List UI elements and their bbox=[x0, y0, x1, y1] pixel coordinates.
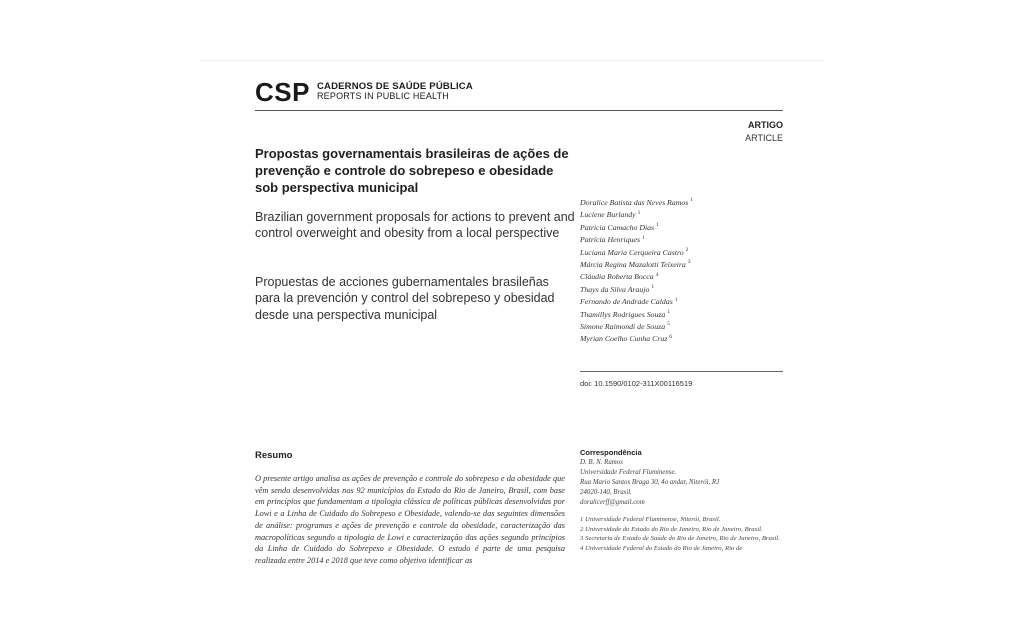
author-name: Patrícia Henriques bbox=[580, 235, 640, 245]
title-spanish: Propuestas de acciones gubernamentales brasileñas para la prevención y control del sobrepeso y obesidad desde una perspectiva municipal bbox=[255, 275, 555, 322]
correspondence-email[interactable]: doralicerff@gmail.com bbox=[580, 499, 645, 506]
author-item[interactable] bbox=[580, 222, 785, 234]
author-item[interactable] bbox=[580, 209, 785, 221]
affiliation-item: 3 Secretaria de Estado de Saúde do Rio de Janeiro, Rio de Janeiro, Brasil. bbox=[580, 535, 780, 543]
author-name: Luciene Burlandy bbox=[580, 210, 636, 220]
affiliation-item: 4 Universidade Federal do Estado do Rio de Janeiro, Rio de bbox=[580, 544, 743, 552]
author-name: Doralice Batista das Neves Ramos bbox=[580, 198, 689, 207]
author-item[interactable] bbox=[580, 259, 785, 271]
author-item[interactable] bbox=[580, 197, 785, 209]
author-name: Thays da Silva Araujo bbox=[580, 284, 650, 294]
author-affiliation-ref: 1 bbox=[674, 296, 678, 303]
journal-name-pt: CADERNOS DE SAÚDE PÚBLICA bbox=[316, 80, 473, 92]
author-item[interactable] bbox=[580, 309, 785, 321]
author-affiliation-ref: 2 bbox=[685, 247, 689, 254]
header-divider bbox=[255, 110, 783, 111]
author-name: Márcia Regina Mazalotti Teixeira bbox=[580, 260, 686, 270]
author-item[interactable] bbox=[580, 333, 785, 345]
author-name: Thamillys Rodrigues Souza bbox=[580, 309, 666, 319]
author-affiliation-ref: 1 bbox=[651, 284, 655, 291]
author-name: Patricia Camacho Dias bbox=[580, 222, 655, 232]
author-affiliation-ref: 5 bbox=[667, 321, 670, 328]
author-name: Luciana Maria Cerqueira Castro bbox=[580, 247, 684, 257]
spacer bbox=[580, 508, 780, 516]
correspondence-block bbox=[580, 448, 780, 554]
author-list bbox=[580, 197, 785, 346]
author-affiliation-ref: 1 bbox=[641, 234, 645, 241]
author-item[interactable] bbox=[580, 296, 785, 308]
authors-divider bbox=[580, 371, 783, 372]
article-page bbox=[200, 60, 824, 581]
author-item[interactable] bbox=[580, 247, 785, 259]
author-name: Simone Raimondi de Souza bbox=[580, 322, 666, 332]
author-item[interactable] bbox=[580, 234, 785, 246]
author-item[interactable] bbox=[580, 321, 785, 333]
doi-link[interactable]: doi: 10.1590/0102-311X00116519 bbox=[580, 379, 693, 388]
author-item[interactable] bbox=[580, 271, 785, 283]
journal-acronym: CSP bbox=[255, 77, 310, 107]
article-type bbox=[745, 119, 783, 144]
affiliation-item: 2 Universidade do Estado do Rio de Janeiro, Rio de Janeiro, Brasil. bbox=[580, 525, 763, 533]
title-portuguese: Propostas governamentais brasileiras de ações de prevenção e controle do sobrepeso e obesidade sob perspectiva municipal bbox=[255, 146, 569, 195]
journal-logo[interactable] bbox=[255, 79, 473, 105]
author-affiliation-ref: 4 bbox=[655, 271, 659, 278]
author-item[interactable] bbox=[580, 284, 785, 296]
article-type-pt: ARTIGO bbox=[748, 120, 783, 130]
author-name: Fernando de Andrade Caldas bbox=[580, 297, 673, 307]
author-affiliation-ref: 1 bbox=[690, 197, 694, 204]
author-affiliation-ref: 1 bbox=[656, 222, 659, 229]
correspondence-heading: Correspondência bbox=[580, 448, 642, 457]
abstract-text: O presente artigo analisa as ações de prevenção e controle do sobrepeso e da obesidade que vêm sendo desenvolvidas nos 92 municípios do Estado do Rio de Janeiro, Brasil, com base em princípios que fundamentam a tipologia clássica de políticas públicas desenvolvidas por Lowi e a Linha de Cuidado do Sobrepeso e Obesidade, valendo-se das seguintes dimensões de análise: programas e ações de prevenção e controle da obesidade, caracterização das macropolíticas segundo a tipologia de Lowi e caracterização das ações segundo princípios da Linha de Cuidado do Sobrepeso e Obesidade. O estudo é parte de uma pesquisa realizada entre 2014 e 2018 que teve como objetivo identificar as bbox=[255, 474, 565, 565]
correspondence-line: 24020-140, Brasil. bbox=[580, 489, 632, 496]
author-affiliation-ref: 1 bbox=[667, 309, 671, 316]
author-affiliation-ref: 3 bbox=[687, 259, 691, 266]
author-name: Cláudia Roberta Bocca bbox=[580, 272, 654, 282]
abstract-heading: Resumo bbox=[255, 450, 293, 461]
correspondence-line: Universidade Federal Fluminense. bbox=[580, 469, 677, 476]
title-english: Brazilian government proposals for actions to prevent and control overweight and obesity from a local perspective bbox=[255, 210, 575, 241]
author-name: Myrian Coelho Cunha Cruz bbox=[580, 334, 668, 344]
affiliation-item: 1 Universidade Federal Fluminense, Niterói, Brasil. bbox=[580, 516, 721, 523]
correspondence-line: Rua Mario Santos Braga 30, 4o andar, Niterói, RJ bbox=[580, 479, 720, 486]
author-affiliation-ref: 6 bbox=[669, 333, 673, 340]
journal-name-en: REPORTS IN PUBLIC HEALTH bbox=[316, 91, 449, 102]
author-affiliation-ref: 1 bbox=[637, 209, 641, 216]
correspondence-line: D. B. N. Ramos bbox=[580, 459, 623, 466]
article-type-en: ARTICLE bbox=[745, 132, 783, 143]
journal-name bbox=[317, 82, 473, 102]
